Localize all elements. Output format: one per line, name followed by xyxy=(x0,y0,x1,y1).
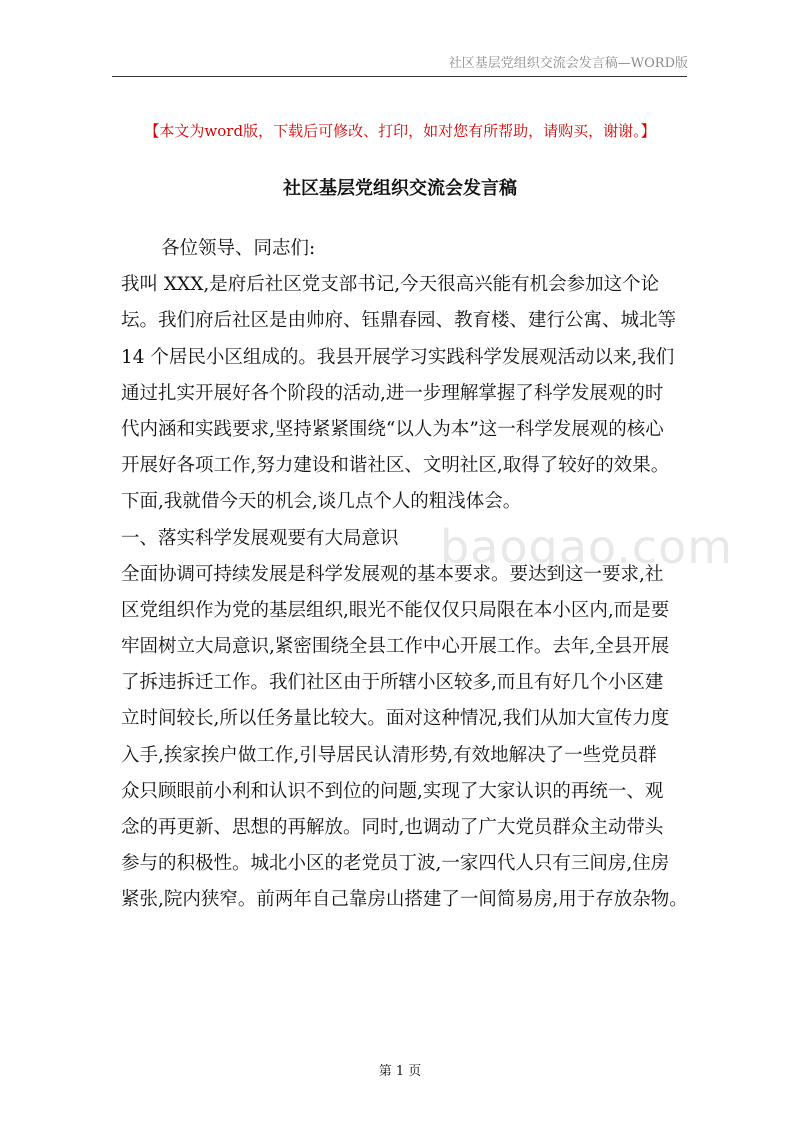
section-heading: 一、落实科学发展观要有大局意识 xyxy=(121,527,399,549)
body-line: 众只顾眼前小利和认识不到位的问题,实现了大家认识的再统一、观 xyxy=(121,780,664,802)
body-line: 紧张,院内狭窄。前两年自己靠房山搭建了一间简易房,用于存放杂物。 xyxy=(121,889,688,911)
body-line: 开展好各项工作,努力建设和谐社区、文明社区,取得了较好的效果。 xyxy=(121,455,670,477)
purchase-notice: 【本文为word版，下载后可修改、打印，如对您有所帮助，请购买，谢谢。】 xyxy=(144,122,656,140)
body-line: 了拆违拆迁工作。我们社区由于所辖小区较多,而且有好几个小区建 xyxy=(121,672,664,694)
page-number: 第 1 页 xyxy=(378,1064,422,1079)
body-line: 区党组织作为党的基层组织,眼光不能仅仅只局限在本小区内,而是要 xyxy=(121,599,670,621)
body-line: 念的再更新、思想的再解放。同时,也调动了广大党员群众主动带头 xyxy=(121,817,664,838)
body-line: 下面,我就借今天的机会,谈几点个人的粗浅体会。 xyxy=(121,491,522,513)
watermark: baogao.com xyxy=(440,520,734,574)
body-line: 牢固树立大局意识,紧密围绕全县工作中心开展工作。去年,全县开展 xyxy=(121,636,670,658)
body-line: 通过扎实开展好各个阶段的活动,进一步理解掌握了科学发展观的时 xyxy=(121,382,664,404)
body-line: 入手,挨家挨户做工作,引导居民认清形势,有效地解决了一些党员群 xyxy=(121,744,657,766)
body-line: 14 个居民小区组成的。我县开展学习实践科学发展观活动以来,我们 xyxy=(121,346,675,368)
body-line: 全面协调可持续发展是科学发展观的基本要求。要达到这一要求,社 xyxy=(121,563,664,585)
body-line: 我叫 XXX,是府后社区党支部书记,今天很高兴能有机会参加这个论 xyxy=(121,274,660,296)
document-title: 社区基层党组织交流会发言稿 xyxy=(283,178,517,199)
running-header: 社区基层党组织交流会发言稿—WORD版 xyxy=(448,56,688,71)
body-line: 代内涵和实践要求,坚持紧紧围绕“以人为本”这一科学发展观的核心 xyxy=(121,418,664,440)
body-line: 参与的积极性。城北小区的老党员丁波,一家四代人只有三间房,住房 xyxy=(121,853,670,875)
salutation: 各位领导、同志们: xyxy=(161,238,316,259)
body-line: 立时间较长,所以任务量比较大。面对这种情况,我们从加大宣传力度 xyxy=(121,708,670,730)
header-rule xyxy=(112,76,687,77)
body-line: 坛。我们府后社区是由帅府、钰鼎春园、教育楼、建行公寓、城北等 xyxy=(121,310,677,332)
document-body xyxy=(121,231,687,919)
